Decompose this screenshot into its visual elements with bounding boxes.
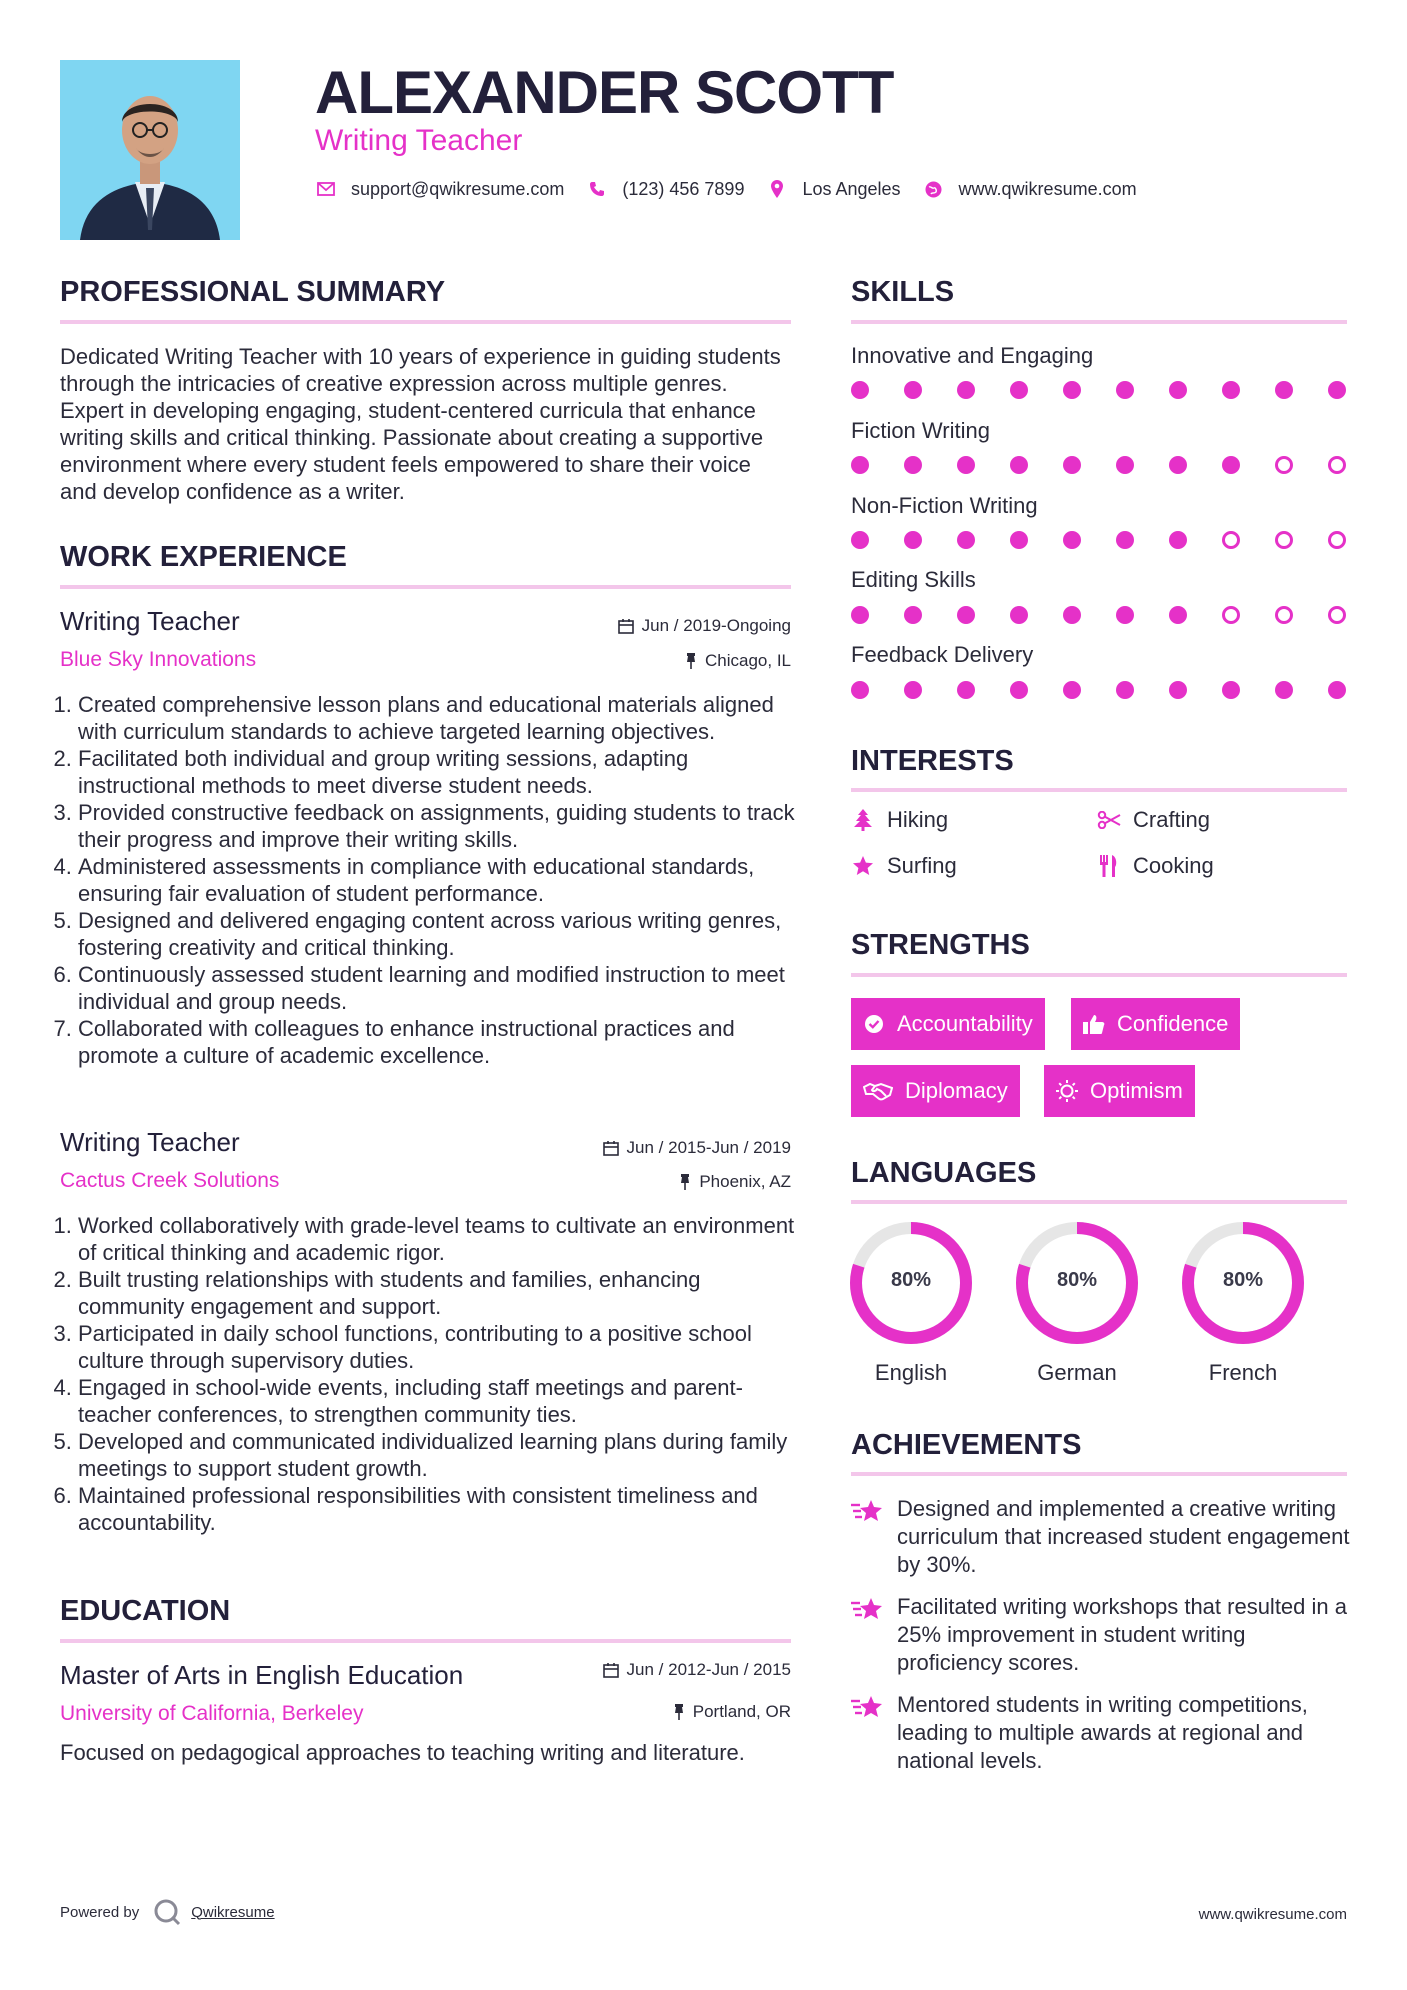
strength-label: Accountability [897, 1011, 1033, 1036]
interest-label: Surfing [887, 853, 957, 878]
globe-icon [923, 178, 945, 200]
skill-rating [851, 456, 1351, 476]
skill-rating [851, 381, 1351, 401]
achievement-item [851, 1691, 1351, 1775]
skill-dot-filled [904, 606, 922, 624]
education-description: Focused on pedagogical approaches to teaching writing and literature. [60, 1740, 745, 1765]
star-icon [851, 854, 875, 878]
strength-label: Diplomacy [905, 1078, 1008, 1103]
skill-rating [851, 606, 1351, 626]
skill-dot-filled [851, 456, 869, 474]
skill-dot-filled [1116, 531, 1134, 549]
strength-tag [851, 998, 1045, 1050]
skill-dot-filled [1010, 606, 1028, 624]
skill-label: Innovative and Engaging [851, 343, 1094, 368]
list-item: 1. Created comprehensive lesson plans and educational materials aligned with curriculum standards to achieve targeted learning objectives. [78, 691, 800, 745]
website-text: www.qwikresume.com [958, 178, 1137, 199]
language-percent: 80% [1222, 1269, 1264, 1291]
list-item: 4. Administered assessments in compliance with educational standards, ensuring fair evaluation of student performance. [78, 853, 800, 907]
skill-dot-filled [1222, 681, 1240, 699]
skill-dot-filled [1222, 381, 1240, 399]
list-item: 5. Developed and communicated individualized learning plans during family meetings to support student growth. [78, 1428, 800, 1482]
education-location-text: Portland, OR [692, 1702, 791, 1721]
utensils-icon [1097, 854, 1121, 878]
job-2-location [491, 1172, 791, 1192]
skill-dot-filled [904, 381, 922, 399]
phone-text: (123) 456 7899 [622, 178, 745, 199]
interests-heading: INTERESTS [851, 745, 1014, 777]
pin-icon [679, 1174, 691, 1190]
skill-dot-filled [1169, 681, 1187, 699]
shooting-star-icon [851, 1497, 885, 1525]
language-item [1012, 1218, 1142, 1386]
skill-dot-filled [904, 681, 922, 699]
list-item: 3. Provided constructive feedback on assignments, guiding students to track their progress and improve their writing skills. [78, 799, 800, 853]
shooting-star-icon [851, 1693, 885, 1721]
envelope-icon [315, 178, 337, 200]
skill-label: Editing Skills [851, 567, 976, 592]
skill-dot-filled [1275, 381, 1293, 399]
skill-dot-filled [1063, 381, 1081, 399]
skill-dot-filled [957, 681, 975, 699]
job-1-location [491, 651, 791, 671]
thumbs-up-icon [1083, 1013, 1105, 1035]
skill-dot-filled [1063, 681, 1081, 699]
skill-dot-filled [957, 381, 975, 399]
strength-label: Confidence [1117, 1011, 1229, 1036]
achievement-item [851, 1593, 1351, 1677]
interest-label: Cooking [1133, 853, 1214, 878]
skill-dot-filled [1010, 456, 1028, 474]
job-1-dates [491, 616, 791, 636]
skill-dot-filled [1169, 456, 1187, 474]
footer-url[interactable]: www.qwikresume.com [1198, 1906, 1347, 1923]
skill-dot-filled [1169, 381, 1187, 399]
education-rule [60, 1639, 791, 1643]
education-heading: EDUCATION [60, 1595, 231, 1627]
sun-icon [1056, 1080, 1078, 1102]
skill-dot-empty [1222, 606, 1240, 624]
phone-icon [586, 178, 608, 200]
achievement-item [851, 1495, 1351, 1579]
contact-website[interactable] [923, 178, 1137, 200]
interest-item [851, 853, 957, 879]
skill-rating [851, 531, 1351, 551]
list-item: 7. Collaborated with colleagues to enhance instructional practices and promote a culture of academic excellence. [78, 1015, 800, 1069]
achievement-text: Mentored students in writing competitions, leading to multiple awards at regional and national levels. [897, 1692, 1308, 1773]
language-item [1178, 1218, 1308, 1386]
job-2-dates [491, 1138, 791, 1158]
contact-location [766, 178, 900, 200]
skill-dot-filled [1169, 531, 1187, 549]
check-circle-icon [863, 1013, 885, 1035]
language-name: English [874, 1360, 948, 1385]
skill-dot-filled [1275, 681, 1293, 699]
list-item: 6. Continuously assessed student learning and modified instruction to meet individual and group needs. [78, 961, 800, 1015]
scissors-icon [1097, 808, 1121, 832]
pin-icon [673, 1704, 685, 1720]
list-item: 2. Facilitated both individual and group writing sessions, adapting instructional methods to meet diverse student needs. [78, 745, 800, 799]
candidate-name: ALEXANDER SCOTT [315, 59, 894, 126]
strengths-heading: STRENGTHS [851, 929, 1030, 961]
achievements-heading: ACHIEVEMENTS [851, 1429, 1082, 1461]
list-item: 3. Participated in daily school functions, contributing to a positive school culture through supervisory duties. [78, 1320, 800, 1374]
education-degree: Master of Arts in English Education [60, 1660, 464, 1690]
education-dates-text: Jun / 2012-Jun / 2015 [626, 1660, 791, 1679]
footer-powered-by [60, 1898, 275, 1926]
language-percent: 80% [1056, 1269, 1098, 1291]
job-2-dates-text: Jun / 2015-Jun / 2019 [626, 1138, 791, 1157]
calendar-icon [603, 1140, 619, 1156]
list-item: 2. Built trusting relationships with students and families, enhancing community engagement and support. [78, 1266, 800, 1320]
skill-dot-empty [1275, 531, 1293, 549]
skill-dot-filled [851, 381, 869, 399]
powered-by-text: Powered by [60, 1903, 140, 1921]
achievement-text: Facilitated writing workshops that resulted in a 25% improvement in student writing proficiency scores. [897, 1594, 1347, 1675]
skill-dot-filled [851, 531, 869, 549]
strength-tag [1071, 998, 1240, 1050]
interest-item [1097, 853, 1214, 879]
skill-dot-filled [1010, 681, 1028, 699]
summary-text: Dedicated Writing Teacher with 10 years of experience in guiding students through the intricacies of creative expression across multiple genres. Expert in developing engaging, student-centered curricula that enhance writing skills and critical thinking. Passionate about creating a supportive environment where every student feels empowered to share their voice and develop confidence as a writer. [60, 344, 781, 504]
candidate-title: Writing Teacher [315, 124, 523, 157]
profile-photo [60, 60, 240, 240]
skill-dot-filled [1116, 381, 1134, 399]
list-item: 6. Maintained professional responsibilities with consistent timeliness and accountability. [78, 1482, 800, 1536]
email-text: support@qwikresume.com [351, 178, 565, 199]
location-text: Los Angeles [802, 178, 901, 199]
job-2-role: Writing Teacher [60, 1127, 240, 1157]
contact-email[interactable] [315, 178, 564, 200]
interest-label: Hiking [887, 807, 949, 832]
skill-label: Feedback Delivery [851, 642, 1034, 667]
skill-dot-empty [1275, 456, 1293, 474]
achievements-rule [851, 1472, 1347, 1476]
skills-rule [851, 320, 1347, 324]
language-item [846, 1218, 976, 1386]
education-school: University of California, Berkeley [60, 1702, 364, 1725]
skill-dot-empty [1275, 606, 1293, 624]
job-1-location-text: Chicago, IL [705, 651, 791, 670]
language-percent: 80% [890, 1269, 932, 1291]
education-dates [491, 1660, 791, 1680]
contact-phone[interactable] [586, 178, 744, 200]
job-1-role: Writing Teacher [60, 606, 240, 636]
skills-heading: SKILLS [851, 276, 955, 308]
skill-dot-filled [1010, 531, 1028, 549]
list-item: 5. Designed and delivered engaging content across various writing genres, fostering creativity and critical thinking. [78, 907, 800, 961]
language-name: French [1208, 1360, 1278, 1385]
skill-dot-filled [1063, 531, 1081, 549]
job-1-bullets [60, 691, 800, 1069]
interest-item [851, 807, 948, 833]
skill-dot-filled [1116, 681, 1134, 699]
skill-dot-filled [957, 531, 975, 549]
skill-dot-filled [851, 681, 869, 699]
skill-dot-filled [1222, 456, 1240, 474]
skill-dot-filled [957, 606, 975, 624]
interests-rule [851, 788, 1347, 792]
job-1-dates-text: Jun / 2019-Ongoing [641, 616, 791, 635]
strength-tag [1044, 1065, 1195, 1117]
skill-label: Non-Fiction Writing [851, 493, 1038, 518]
strengths-rule [851, 973, 1347, 977]
achievement-text: Designed and implemented a creative writing curriculum that increased student engagement by 30%. [897, 1496, 1350, 1577]
summary-rule [60, 320, 791, 324]
skill-dot-empty [1328, 456, 1346, 474]
skill-dot-filled [851, 606, 869, 624]
map-pin-icon [766, 178, 788, 200]
skill-dot-filled [1063, 456, 1081, 474]
strength-label: Optimism [1090, 1078, 1183, 1103]
shooting-star-icon [851, 1595, 885, 1623]
brand-link[interactable]: Qwikresume [191, 1903, 275, 1921]
interest-item [1097, 807, 1210, 833]
skill-dot-filled [1010, 381, 1028, 399]
contact-bar [315, 178, 1159, 200]
interest-label: Crafting [1133, 807, 1211, 832]
skill-rating [851, 681, 1351, 701]
skill-dot-filled [1328, 381, 1346, 399]
languages-rule [851, 1200, 1347, 1204]
job-2-company: Cactus Creek Solutions [60, 1169, 280, 1192]
pin-icon [685, 653, 697, 669]
skill-dot-empty [1328, 606, 1346, 624]
handshake-icon [863, 1080, 893, 1102]
skill-dot-filled [1328, 681, 1346, 699]
qwikresume-logo-icon [153, 1898, 181, 1926]
tree-icon [851, 808, 875, 832]
calendar-icon [618, 618, 634, 634]
skill-label: Fiction Writing [851, 418, 990, 443]
skill-dot-empty [1222, 531, 1240, 549]
languages-heading: LANGUAGES [851, 1157, 1037, 1189]
calendar-icon [603, 1662, 619, 1678]
job-2-location-text: Phoenix, AZ [699, 1172, 791, 1191]
skill-dot-filled [1063, 606, 1081, 624]
skill-dot-filled [904, 456, 922, 474]
experience-rule [60, 585, 791, 589]
skill-dot-filled [957, 456, 975, 474]
job-2-bullets [60, 1212, 800, 1536]
skill-dot-filled [904, 531, 922, 549]
list-item: 1. Worked collaboratively with grade-level teams to cultivate an environment of critical thinking and academic rigor. [78, 1212, 800, 1266]
education-location [491, 1702, 791, 1722]
skill-dot-empty [1328, 531, 1346, 549]
strength-tag [851, 1065, 1020, 1117]
language-name: German [1037, 1360, 1117, 1385]
skill-dot-filled [1169, 606, 1187, 624]
job-1-company: Blue Sky Innovations [60, 648, 257, 671]
summary-heading: PROFESSIONAL SUMMARY [60, 276, 446, 308]
skill-dot-filled [1116, 606, 1134, 624]
experience-heading: WORK EXPERIENCE [60, 541, 347, 573]
list-item: 4. Engaged in school-wide events, including staff meetings and parent-teacher conferences, to strengthen community ties. [78, 1374, 800, 1428]
skill-dot-filled [1116, 456, 1134, 474]
